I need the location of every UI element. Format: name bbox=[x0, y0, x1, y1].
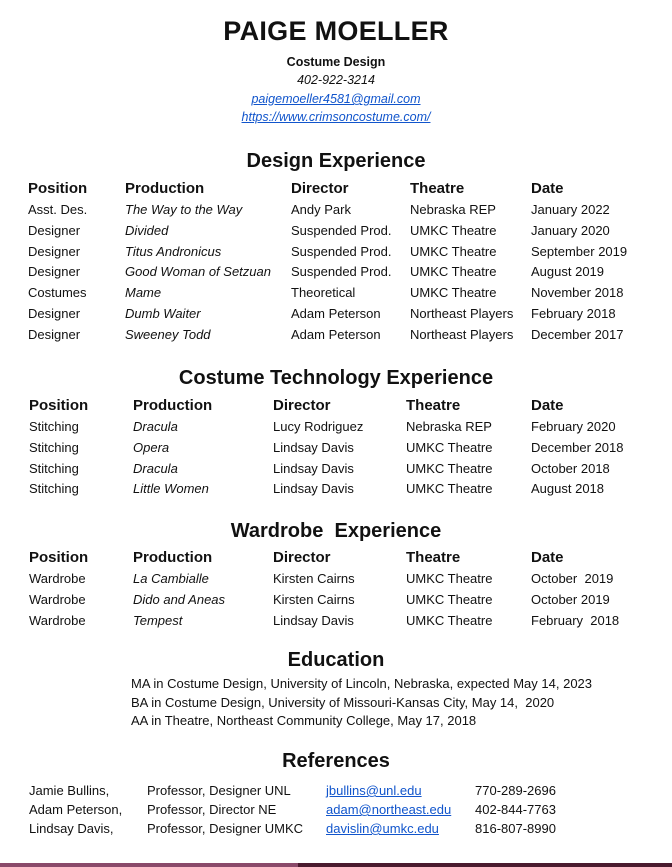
director: Kirsten Cairns bbox=[273, 571, 355, 586]
website-link[interactable]: https://www.crimsoncostume.com/ bbox=[241, 110, 431, 124]
reference-role: Professor, Director NE bbox=[147, 802, 277, 817]
production: Mame bbox=[125, 285, 162, 301]
position: Costumes bbox=[28, 285, 87, 301]
table-row bbox=[0, 461, 672, 482]
reference-name: Lindsay Davis, bbox=[29, 821, 114, 836]
director: Theoretical bbox=[291, 285, 356, 301]
col-production: Production bbox=[133, 549, 213, 566]
director: Lindsay Davis bbox=[273, 481, 354, 497]
reference-role: Professor, Designer UNL bbox=[147, 783, 291, 798]
table-row bbox=[0, 327, 672, 348]
references-heading: References bbox=[282, 750, 390, 772]
col-date: Date bbox=[531, 397, 564, 414]
production: Dracula bbox=[133, 460, 178, 476]
table-row bbox=[0, 440, 672, 461]
date: February 2018 bbox=[531, 612, 620, 628]
theatre: Nebraska REP bbox=[406, 419, 492, 434]
production: Dumb Waiter bbox=[125, 305, 201, 321]
table-row bbox=[0, 592, 672, 613]
director: Lindsay Davis bbox=[273, 439, 354, 455]
theatre: UMKC Theatre bbox=[406, 481, 493, 497]
date: December 2018 bbox=[531, 439, 624, 455]
production: La Cambialle bbox=[133, 571, 209, 586]
theatre: UMKC Theatre bbox=[410, 264, 497, 280]
theatre: UMKC Theatre bbox=[410, 222, 497, 238]
reference-row bbox=[29, 821, 669, 840]
production: The Way to the Way bbox=[125, 202, 243, 217]
wardrobe-experience-table bbox=[0, 549, 672, 633]
position: Asst. Des. bbox=[28, 202, 88, 217]
date: August 2019 bbox=[531, 264, 605, 280]
date: January 2022 bbox=[531, 202, 610, 217]
date: December 2017 bbox=[531, 326, 624, 342]
production: Tempest bbox=[133, 612, 183, 628]
production: Titus Andronicus bbox=[125, 243, 222, 259]
theatre: UMKC Theatre bbox=[406, 439, 493, 455]
reference-role: Professor, Designer UMKC bbox=[147, 821, 304, 836]
col-production: Production bbox=[125, 180, 205, 197]
col-director: Director bbox=[273, 397, 331, 414]
table-row bbox=[0, 223, 672, 244]
theatre: UMKC Theatre bbox=[410, 285, 497, 301]
table-row bbox=[0, 481, 672, 502]
education-item: BA in Costume Design, University of Missouri-Kansas City, May 14, 2020 bbox=[131, 694, 555, 710]
date: August 2018 bbox=[531, 481, 605, 497]
position: Designer bbox=[28, 222, 81, 238]
col-position: Position bbox=[29, 549, 89, 566]
director: Adam Peterson bbox=[291, 326, 381, 342]
director: Suspended Prod. bbox=[291, 243, 392, 259]
date: January 2020 bbox=[531, 222, 610, 238]
reference-row bbox=[29, 783, 669, 802]
table-row bbox=[0, 419, 672, 440]
references-list bbox=[29, 783, 669, 840]
col-date: Date bbox=[531, 549, 564, 566]
reference-phone: 770-289-2696 bbox=[475, 783, 556, 798]
date: February 2020 bbox=[531, 419, 616, 434]
candidate-name: PAIGE MOELLER bbox=[223, 16, 449, 46]
position: Designer bbox=[28, 305, 81, 321]
table-row bbox=[0, 571, 672, 592]
position: Stitching bbox=[29, 439, 79, 455]
position: Wardrobe bbox=[29, 591, 86, 607]
col-position: Position bbox=[29, 397, 89, 414]
director: Suspended Prod. bbox=[291, 264, 392, 280]
col-theatre: Theatre bbox=[406, 549, 461, 566]
col-director: Director bbox=[291, 180, 349, 197]
table-row bbox=[0, 613, 672, 634]
director: Lucy Rodriguez bbox=[273, 419, 364, 434]
position: Designer bbox=[28, 326, 81, 342]
production: Opera bbox=[133, 439, 170, 455]
date: November 2018 bbox=[531, 285, 624, 301]
theatre: UMKC Theatre bbox=[406, 591, 493, 607]
reference-phone: 816-807-8990 bbox=[475, 821, 556, 836]
position: Designer bbox=[28, 243, 81, 259]
table-row bbox=[0, 202, 672, 223]
col-production: Production bbox=[133, 397, 213, 414]
theatre: UMKC Theatre bbox=[406, 612, 493, 628]
table-row bbox=[0, 285, 672, 306]
theatre: Nebraska REP bbox=[410, 202, 496, 217]
bottom-bar-right bbox=[298, 863, 672, 867]
table-header-row bbox=[0, 397, 672, 419]
education-item: AA in Theatre, Northeast Community College, May 17, 2018 bbox=[131, 713, 477, 728]
theatre: Northeast Players bbox=[410, 326, 514, 342]
reference-phone: 402-844-7763 bbox=[475, 802, 556, 817]
director: Adam Peterson bbox=[291, 305, 381, 321]
theatre: UMKC Theatre bbox=[406, 571, 493, 586]
position: Stitching bbox=[29, 481, 79, 497]
date: October 2019 bbox=[531, 591, 610, 607]
director: Andy Park bbox=[291, 202, 351, 217]
table-header-row bbox=[0, 549, 672, 571]
date: October 2019 bbox=[531, 571, 614, 586]
email-link[interactable]: paigemoeller4581@gmail.com bbox=[251, 92, 421, 106]
date: October 2018 bbox=[531, 460, 610, 476]
table-row bbox=[0, 244, 672, 265]
candidate-title: Costume Design bbox=[286, 55, 386, 69]
col-position: Position bbox=[28, 180, 88, 197]
table-header-row bbox=[0, 180, 672, 202]
page-bottom-bar bbox=[0, 863, 672, 867]
education-item: MA in Costume Design, University of Lincoln, Nebraska, expected May 14, 2023 bbox=[131, 676, 593, 691]
reference-email-link[interactable]: davislin@umkc.edu bbox=[326, 821, 439, 836]
position: Stitching bbox=[29, 419, 79, 434]
design-experience-table bbox=[0, 180, 672, 348]
date: February 2018 bbox=[531, 305, 616, 321]
phone-number: 402-922-3214 bbox=[297, 73, 375, 87]
reference-name: Jamie Bullins, bbox=[29, 783, 110, 798]
table-row bbox=[0, 306, 672, 327]
wardrobe-experience-heading: Wardrobe Experience bbox=[230, 520, 442, 542]
theatre: UMKC Theatre bbox=[406, 460, 493, 476]
reference-name: Adam Peterson, bbox=[29, 802, 123, 817]
production: Sweeney Todd bbox=[125, 326, 211, 342]
col-theatre: Theatre bbox=[406, 397, 461, 414]
reference-email-link[interactable]: adam@northeast.edu bbox=[326, 802, 452, 817]
director: Lindsay Davis bbox=[273, 460, 354, 476]
theatre: Northeast Players bbox=[410, 305, 514, 321]
bottom-bar-left bbox=[0, 863, 298, 867]
director: Lindsay Davis bbox=[273, 612, 354, 628]
education-list bbox=[131, 676, 592, 732]
costume-tech-table bbox=[0, 397, 672, 502]
col-theatre: Theatre bbox=[410, 180, 465, 197]
education-heading: Education bbox=[287, 649, 385, 671]
theatre: UMKC Theatre bbox=[410, 243, 497, 259]
col-date: Date bbox=[531, 180, 564, 197]
col-director: Director bbox=[273, 549, 331, 566]
reference-email-link[interactable]: jbullins@unl.edu bbox=[326, 783, 422, 798]
table-row bbox=[0, 264, 672, 285]
position: Stitching bbox=[29, 460, 79, 476]
director: Kirsten Cairns bbox=[273, 591, 355, 607]
production: Good Woman of Setzuan bbox=[125, 264, 271, 280]
date: September 2019 bbox=[531, 243, 628, 259]
production: Dracula bbox=[133, 419, 178, 434]
reference-row bbox=[29, 802, 669, 821]
position: Wardrobe bbox=[29, 612, 86, 628]
production: Divided bbox=[125, 222, 169, 238]
design-experience-heading: Design Experience bbox=[246, 150, 426, 172]
costume-tech-heading: Costume Technology Experience bbox=[178, 367, 494, 389]
position: Designer bbox=[28, 264, 81, 280]
position: Wardrobe bbox=[29, 571, 86, 586]
production: Dido and Aneas bbox=[133, 591, 226, 607]
director: Suspended Prod. bbox=[291, 222, 392, 238]
production: Little Women bbox=[133, 481, 209, 497]
